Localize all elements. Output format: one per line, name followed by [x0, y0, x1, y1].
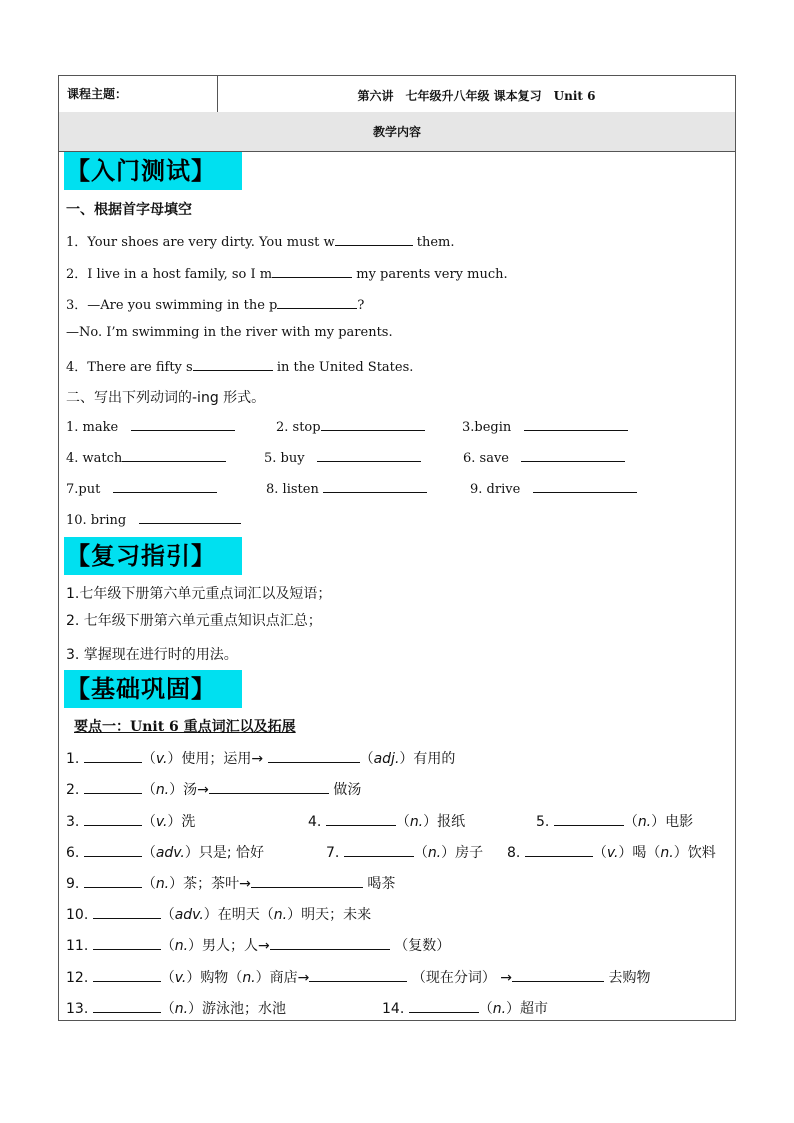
question-3-reply: —No. I’m swimming in the river with my parents. [66, 325, 393, 340]
meaning: 男人；人→ [202, 938, 270, 954]
meaning: 超市 [520, 1001, 549, 1017]
part-of-speech: n. [427, 845, 442, 861]
vocab-item-10: 10. （adv.）在明天（n.）明天；未来 [66, 907, 372, 923]
ing-item-8 [266, 481, 427, 497]
q4-end: in the United States. [276, 360, 414, 375]
part-of-speech: n. [174, 938, 189, 954]
meaning: 使用；运用→ [181, 751, 264, 767]
vocab-blank[interactable] [268, 751, 360, 763]
part-of-speech: v. [174, 970, 187, 986]
part-of-speech: v. [155, 814, 168, 830]
ing-word: 10. bring [66, 513, 127, 528]
vocab-blank[interactable] [512, 970, 604, 982]
part-of-speech: adv. [155, 845, 185, 861]
item-number: 4. [308, 814, 322, 830]
part-of-speech: n. [242, 970, 256, 986]
part-of-speech: n. [155, 782, 170, 798]
meaning: 只是; 恰好 [198, 845, 265, 861]
item-number: 11. [66, 938, 89, 954]
vocab-item-4: 4. （n.）报纸 [308, 814, 466, 830]
vocab-blank[interactable] [84, 782, 142, 794]
entry-test-banner: 【入门测试】 [64, 152, 242, 190]
vocab-item-7: 7. （n.）房子 [326, 845, 484, 861]
meaning: 游泳池；水池 [202, 1001, 287, 1017]
ing-item-4 [66, 450, 226, 466]
vocab-item-1: 1. （v.）使用；运用→ （adj.）有用的 [66, 751, 456, 767]
item-number: 13. [66, 1001, 89, 1017]
q3-text: 3．—Are you swimming in the p [66, 298, 278, 313]
vocab-blank[interactable] [93, 907, 161, 919]
question-1 [66, 231, 455, 250]
ing-blank[interactable] [533, 481, 637, 493]
ing-item-3 [462, 419, 628, 435]
meaning: 电影 [665, 814, 694, 830]
ing-item-6 [463, 450, 625, 466]
vocab-heading: 要点一：Unit 6 重点词汇以及拓展 [74, 719, 296, 735]
q1-blank[interactable] [335, 234, 413, 246]
item-number: 12. [66, 970, 89, 986]
part-of-speech: adv. [174, 907, 204, 923]
meaning: （复数） [394, 938, 451, 954]
teaching-content-label: 教学内容 [372, 125, 421, 139]
meaning: 报纸 [437, 814, 466, 830]
vocab-blank[interactable] [270, 938, 390, 950]
ing-item-5 [264, 450, 421, 466]
vocab-item-3: 3. （v.）洗 [66, 814, 196, 830]
ing-item-7 [66, 481, 217, 497]
part-of-speech: n. [492, 1001, 507, 1017]
item-number: 6. [66, 845, 80, 861]
ing-item-2 [276, 419, 425, 435]
q4-blank[interactable] [193, 359, 273, 371]
part1-heading: 一、根据首字母填空 [66, 202, 192, 218]
ing-blank[interactable] [321, 419, 425, 431]
meaning: 喝 [632, 845, 647, 861]
vocab-blank[interactable] [93, 938, 161, 950]
item-number: 8. [507, 845, 521, 861]
vocab-blank[interactable] [554, 814, 624, 826]
ing-blank[interactable] [317, 450, 421, 462]
item-number: 3. [66, 814, 80, 830]
q1-end: them. [416, 235, 455, 250]
vocab-item-11: 11. （n.）男人；人→ （复数） [66, 938, 451, 954]
vocab-blank[interactable] [409, 1001, 479, 1013]
vocab-item-6: 6. （adv.）只是; 恰好 [66, 845, 265, 861]
header-row [59, 76, 735, 113]
vocab-blank[interactable] [251, 876, 363, 888]
ing-blank[interactable] [139, 512, 241, 524]
vocab-item-5: 5. （n.）电影 [536, 814, 694, 830]
ing-blank[interactable] [524, 419, 628, 431]
course-topic-label: 课程主题： [67, 87, 128, 101]
part-of-speech: v. [155, 751, 168, 767]
ing-word: 9. drive [470, 482, 521, 497]
meaning: 洗 [181, 814, 196, 830]
ing-item-1 [66, 419, 235, 435]
q3-blank[interactable] [277, 297, 357, 309]
vocab-blank[interactable] [84, 814, 142, 826]
ing-word: 5. buy [264, 451, 305, 466]
ing-blank[interactable] [323, 481, 427, 493]
q1-text: 1．Your shoes are very dirty. You must w [66, 235, 335, 250]
vocab-blank[interactable] [326, 814, 396, 826]
ing-word: 6. save [463, 451, 509, 466]
vocab-blank[interactable] [525, 845, 593, 857]
q2-end: my parents very much. [356, 267, 508, 282]
vocab-item-9: 9. （n.）茶；茶叶→ 喝茶 [66, 876, 396, 892]
item-number: 1. [66, 751, 80, 767]
ing-blank[interactable] [122, 450, 226, 462]
q3-end: ? [357, 298, 365, 313]
part-of-speech: n. [174, 1001, 189, 1017]
q2-blank[interactable] [272, 266, 352, 278]
guide-item-3: 3. 掌握现在进行时的用法。 [66, 647, 238, 663]
vocab-blank[interactable] [209, 782, 329, 794]
meaning: 有用的 [413, 751, 456, 767]
vocab-blank[interactable] [309, 970, 407, 982]
meaning: 做汤 [333, 782, 362, 798]
meaning: 茶；茶叶→ [183, 876, 251, 892]
basic-banner: 【基础巩固】 [64, 670, 242, 708]
question-3 [66, 294, 364, 313]
meaning: 饮料 [687, 845, 716, 861]
meaning: （现在分词） → [411, 970, 513, 986]
vocab-item-13: 13. （n.）游泳池；水池 [66, 1001, 287, 1017]
guide-item-1: 1.七年级下册第六单元重点词汇以及短语； [66, 586, 332, 602]
part-of-speech: n. [660, 845, 674, 861]
meaning: 明天；未来 [301, 907, 372, 923]
q2-text: 2．I live in a host family, so I m [66, 267, 273, 282]
vocab-blank[interactable] [84, 845, 142, 857]
ing-item-10 [66, 512, 241, 528]
meaning: 在明天 [217, 907, 260, 923]
part2-heading: 二、写出下列动词的-ing 形式。 [66, 390, 266, 406]
ing-word: 1. make [66, 420, 119, 435]
item-number: 7. [326, 845, 340, 861]
review-guide-banner: 【复习指引】 [64, 537, 242, 575]
question-4 [66, 356, 413, 375]
vocab-blank[interactable] [84, 751, 142, 763]
item-number: 2. [66, 782, 80, 798]
course-topic-title: 第六讲 七年级升八年级 课本复习 Unit 6 [357, 89, 596, 103]
part-of-speech: v. [606, 845, 619, 861]
item-number: 14. [382, 1001, 405, 1017]
part-of-speech: n. [409, 814, 424, 830]
item-number: 5. [536, 814, 550, 830]
ing-blank[interactable] [113, 481, 217, 493]
ing-item-9 [470, 481, 637, 497]
ing-word: 2. stop [276, 420, 321, 435]
vocab-blank[interactable] [93, 970, 161, 982]
vocab-item-8: 8. （v.）喝（n.）饮料 [507, 845, 716, 861]
meaning: 房子 [455, 845, 484, 861]
ing-blank[interactable] [521, 450, 625, 462]
part-of-speech: adj. [373, 751, 400, 767]
part-of-speech: n. [273, 907, 288, 923]
vocab-item-2: 2. （n.）汤→ 做汤 [66, 782, 362, 798]
vocab-item-12: 12. （v.）购物（n.）商店→ （现在分词） → 去购物 [66, 970, 651, 986]
meaning: 购物 [200, 970, 229, 986]
question-2 [66, 263, 508, 282]
meaning: 商店→ [269, 970, 310, 986]
ing-word: 4. watch [66, 451, 123, 466]
part-of-speech: n. [637, 814, 652, 830]
item-number: 10. [66, 907, 89, 923]
meaning: 汤→ [183, 782, 209, 798]
vocab-item-14: 14. （n.）超市 [382, 1001, 549, 1017]
vocab-blank[interactable] [84, 876, 142, 888]
ing-word: 7.put [66, 482, 101, 497]
vocab-blank[interactable] [93, 1001, 161, 1013]
vocab-blank[interactable] [344, 845, 414, 857]
part-of-speech: n. [155, 876, 170, 892]
ing-word: 8. listen [266, 482, 319, 497]
content-header-row [59, 112, 735, 152]
meaning: 去购物 [608, 970, 651, 986]
guide-item-2: 2. 七年级下册第六单元重点知识点汇总； [66, 613, 322, 629]
meaning: 喝茶 [367, 876, 396, 892]
ing-word: 3.begin [462, 420, 512, 435]
q4-text: 4．There are fifty s [66, 360, 193, 375]
item-number: 9. [66, 876, 80, 892]
ing-blank[interactable] [131, 419, 235, 431]
